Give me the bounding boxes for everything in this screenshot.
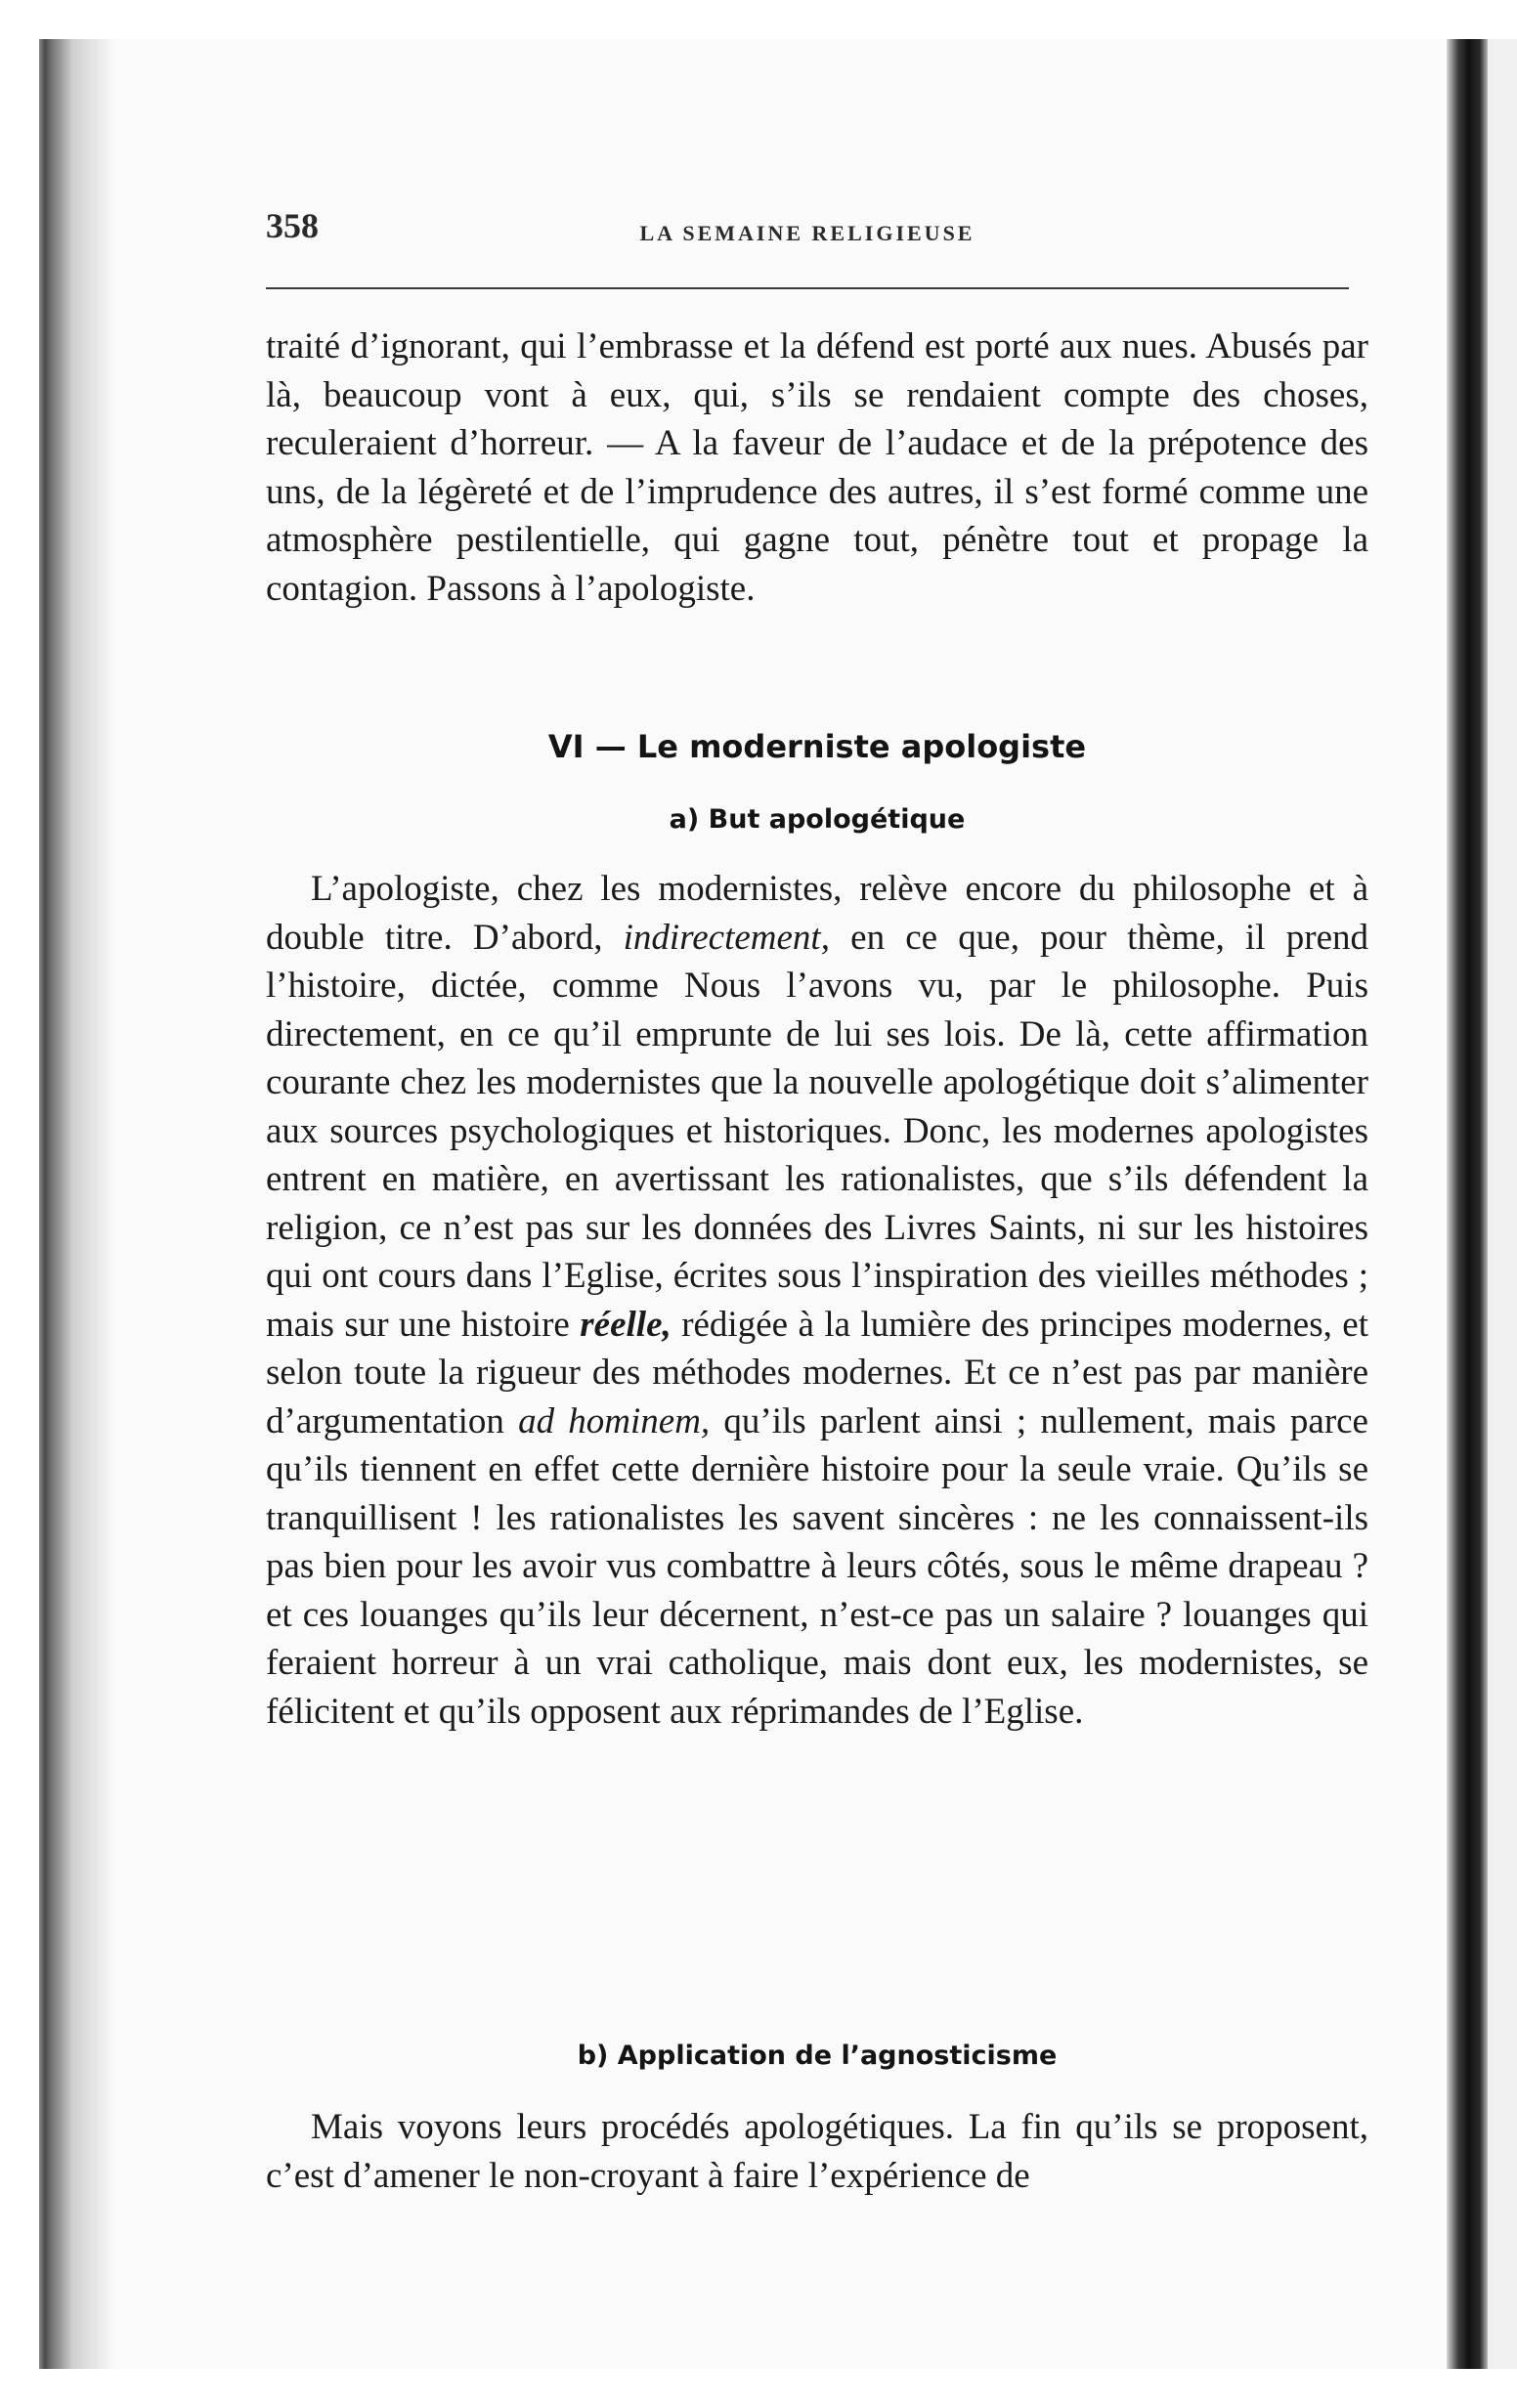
paragraph-a-italic1: indirectement, [623,917,830,958]
page-number: 358 [266,206,319,245]
paragraph-a-text [266,865,1368,1736]
paragraph-intro-text: traité d’ignorant, qui l’embrasse et la défend est porté aux nues. Abusés par là, beaucoup vont à eux, qui, s’ils se rendaient compte des choses, reculeraient d’horreur. — A la faveur de l’audace et de la prépotence des uns, de la légèreté et de l’imprudence des autres, il s’est formé comme une atmosphère pestilentielle, qui gagne tout, pénètre tout et propage la contagion. Passons à l’apologiste. [266,326,1368,609]
paragraph-a-italic3: ad hominem, [518,1400,711,1441]
subheading-a-marker: a) [669,804,700,835]
paragraph-a-part3: rédigée à la lumière des principes modernes, et selon toute la rigueur des méthodes modernes. Et ce n’est pas par manière d’argumentation [266,1304,1368,1441]
paragraph-a-italic2: réelle, [580,1304,672,1345]
subheading-a-title: But apologétique [708,804,966,835]
subheading-b-title: Application de l’agnosticisme [617,2041,1058,2071]
paragraph-intro [266,322,1368,613]
book-gutter-shadow [39,39,117,2369]
subheading-b [266,2041,1368,2071]
paragraph-a-part2: en ce que, pour thème, il prend l’histoire, dictée, comme Nous l’avons vu, par le philosophe. Puis directement, en ce qu’il emprunte de lui ses lois. De là, cette affirmation courante chez les modernistes que la nouvelle apologétique doit s’alimenter aux sources psychologiques et historiques. Donc, les modernes apologistes entrent en matière, en avertissant les rationalistes, que s’ils défendent la religion, ce n’est pas sur les données des Livres Saints, ni sur les histoires qui ont cours dans l’Eglise, écrites sous l’inspiration des vieilles méthodes ; mais sur une histoire [266,917,1368,1345]
adjacent-page-strip [1488,39,1517,2369]
paragraph-a-part1: L’apologiste, chez les modernistes, relève encore du philosophe et à double titre. D’abord, [266,869,1368,958]
page-edge-shadow [1447,39,1488,2369]
page-header [266,205,1349,254]
section-heading: VI — Le moderniste apologiste [547,728,1087,765]
paragraph-a [266,865,1368,1736]
paragraph-b [266,2103,1368,2200]
paragraph-a-part4: qu’ils parlent ainsi ; nullement, mais parce qu’ils tiennent en effet cette dernière histoire pour la seule vraie. Qu’ils se tranquillisent ! les rationalistes les savent sincères : ne les connaissent-ils pas bien pour les avoir vus combattre à leurs côtés, sous le même drapeau ? et ces louanges qu’ils leur décernent, n’est-ce pas un salaire ? louanges qui feraient horreur à un vrai catholique, mais dont eux, les modernistes, se félicitent et qu’ils opposent aux réprimandes de l’Eglise. [266,1400,1368,1732]
subheading-b-marker: b) [577,2041,609,2071]
subheading-a [266,804,1368,835]
running-title: LA SEMAINE RELIGIEUSE [639,221,975,245]
header-rule [266,287,1349,289]
paragraph-b-text: Mais voyons leurs procédés apologétiques. La fin qu’ils se proposent, c’est d’amener le non-croyant à faire l’expérience de [266,2107,1368,2196]
